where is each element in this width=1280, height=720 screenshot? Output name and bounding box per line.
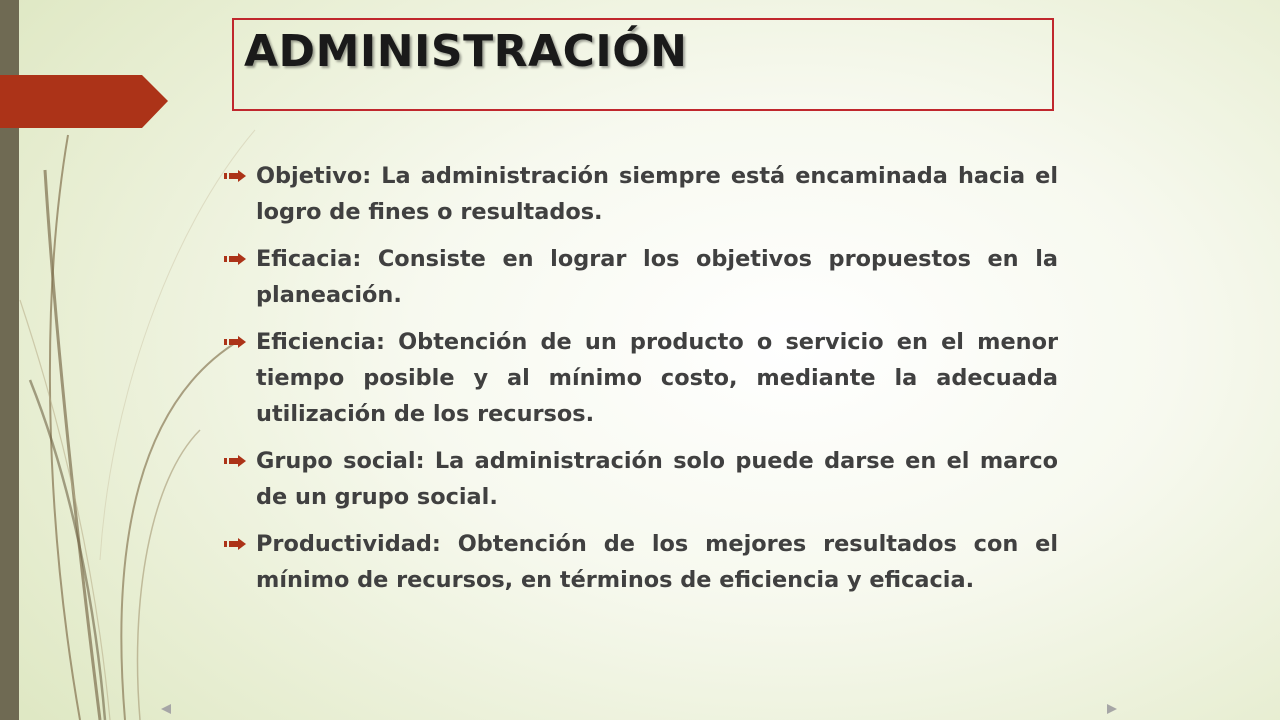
bullet-text: Eficacia: Consiste en lograr los objetivos propuestos en la planeación.: [256, 246, 1058, 308]
bullet-productividad: [222, 526, 1058, 598]
bullet-eficacia: [222, 241, 1058, 313]
bullet-text: Grupo social: La administración solo puede darse en el marco de un grupo social.: [256, 448, 1058, 510]
prev-slide-icon[interactable]: [160, 703, 172, 715]
slide-title: ADMINISTRACIÓN: [244, 26, 688, 77]
bullet-arrow-icon: [224, 455, 246, 467]
bullet-text: Objetivo: La administración siempre está encaminada hacia el logro de fines o resultados.: [256, 163, 1058, 225]
title-box: [232, 18, 1054, 111]
next-slide-icon[interactable]: [1106, 703, 1118, 715]
bullet-arrow-icon: [224, 170, 246, 182]
bullet-eficiencia: [222, 324, 1058, 432]
bullet-arrow-icon: [224, 538, 246, 550]
bullet-arrow-icon: [224, 336, 246, 348]
accent-tab: [0, 75, 168, 128]
bullet-text: Productividad: Obtención de los mejores resultados con el mínimo de recursos, en términos de eficiencia y eficacia.: [256, 531, 1058, 593]
bullet-list: [222, 158, 1058, 609]
bullet-arrow-icon: [224, 253, 246, 265]
bullet-objetivo: [222, 158, 1058, 230]
bullet-grupo-social: [222, 443, 1058, 515]
bullet-text: Eficiencia: Obtención de un producto o servicio en el menor tiempo posible y al mínimo costo, mediante la adecuada utilización de los recursos.: [256, 329, 1058, 427]
